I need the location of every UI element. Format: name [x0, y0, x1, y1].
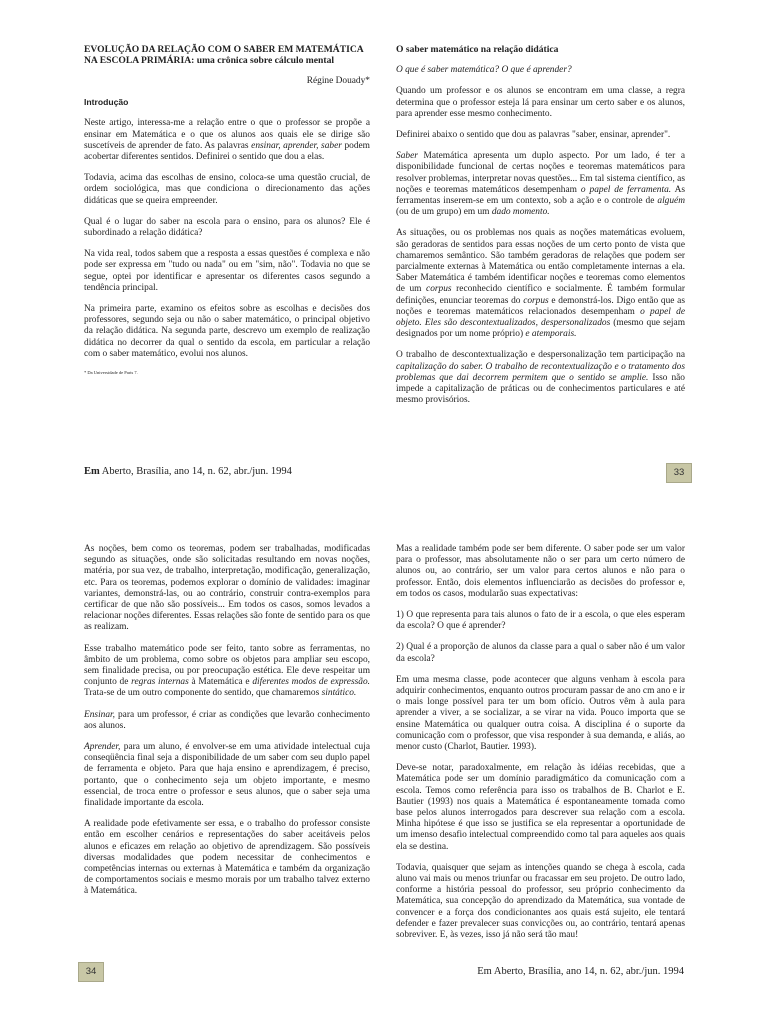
page1-left-column: [84, 44, 370, 386]
page-number-badge: 34: [78, 962, 104, 982]
paragraph: Mas a realidade também pode ser bem diferente. O saber pode ser um valor para o professor, mas absolutamente não o ser para um certo número de alunos ou, ao contrário, ser um valor para certos alunos e não para o professor. Então, dois elementos influenciarão as decisões do professor e, em todos os casos, modularão suas expectativas:: [396, 544, 685, 599]
footnote: * Da Universidade de Paris 7.: [84, 370, 138, 376]
paragraph: A realidade pode efetivamente ser essa, e o trabalho do professor consiste então em escolher cenários e representações do saber aceitáveis pelos alunos e eficazes em relação ao objetivo de aprendizagem. São possíveis diversas modalidades que podem necessitar de conhecimentos e competências internas ou externas à Matemática e também da organização de comportamentos sociais e mesmo morais por um trabalho talvez externo à Matemática.: [84, 819, 370, 897]
section-heading-introduction: Introdução: [84, 97, 129, 108]
page2-right-column: [396, 544, 685, 951]
paragraph: As situações, ou os problemas nos quais as noções matemáticas evoluem, são geradoras de sentidos para essas noções de um certo ponto de vista que chamaremos semântico. São também geradoras de relações que podem ser parcialmente externas à Matemática ou então completamente internas a ela. Saber Matemática é também identificar noções e teoremas como elementos de um corpus reconhecido científico e socialmente. É também formular definições, enunciar teoremas do corpus e demonstrá-los. Digo então que as noções e teoremas matemáticos relacionados desempenham o papel de objeto. Eles são descontextualizados, despersonalizados (mesmo que sejam designados por um nome próprio) e atemporais.: [396, 228, 685, 340]
paragraph: Ensinar, para um professor, é criar as condições que levarão conhecimento aos alunos.: [84, 709, 370, 731]
page-number-badge: 33: [666, 463, 692, 483]
article-author: Régine Douady*: [306, 76, 370, 86]
paragraph: O trabalho de descontextualização e despersonalização tem participação na capitalização do saber. O trabalho de recontextualização e o tratamento dos problemas que dai decorrem permitem que o sentido se amplie. Isso não impede a capitalização de práticas ou de conhecimentos particulares e até mesmo provisórios.: [396, 350, 685, 406]
paragraph: 1) O que representa para tais alunos o fato de ir a escola, o que eles esperam da escola? O que é aprender?: [396, 610, 685, 632]
paragraph: Qual é o lugar do saber na escola para o ensino, para os alunos? Ele é subordinado a relação didática?: [84, 216, 370, 239]
section-subheading: O que é saber matemática? O que é aprender?: [396, 65, 572, 76]
paragraph: Aprender, para um aluno, é envolver-se em uma atividade intelectual cuja conseqüência final seja a disponibilidade de um saber com seu duplo papel de ferramenta e objeto. Para que haja ensino e aprendizagem, é preciso, portanto, que o conhecimento seja um objeto importante, e mesmo essencial, de troca entre o professor e seus alunos, que o saber seja uma finalidade importante da escola.: [84, 742, 370, 809]
article-title: EVOLUÇÃO DA RELAÇÃO COM O SABER EM MATEMÁTICA NA ESCOLA PRIMÁRIA: uma crônica sobre cálculo mental: [84, 44, 364, 66]
paragraph: Na primeira parte, examino os efeitos sobre as escolhas e decisões dos professores, segundo seja ou não o saber matemático, o principal objetivo da relação didática. Na segunda parte, descrevo um exemplo de realização didática no decorrer da qual o sentido da escola, em particular a relação com o saber matemático, evolui nos alunos.: [84, 304, 370, 359]
paragraph: Deve-se notar, paradoxalmente, em relação às idéias recebidas, que a Matemática pode ser um domínio paradigmático da comunicação com a escola. Temos como referência para isso os trabalhos de B. Charlot e E. Bautier (1993) nos quais a Matemática é espontaneamente tomada como base pelos alunos interrogados para descrever sua relação com a escola. Minha hipótese é que isso se justifica se ela representar a oportunidade de um imenso desafio intelectual compreendido como tal para aqueles aos quais ela se destina.: [396, 763, 685, 852]
page-footer: Em Aberto, Brasília, ano 14, n. 62, abr./jun. 1994: [84, 466, 292, 477]
paragraph: Definirei abaixo o sentido que dou as palavras "saber, ensinar, aprender".: [396, 130, 671, 141]
paragraph: Em uma mesma classe, pode acontecer que alguns venham à escola para adquirir conhecimentos, enquanto outros procuram passar de ano cm ano e ir o mais longe possível para ter um bom ofício. Outros vêm à aula para aprender a viver, a se socializar, a se virar na vida. Pouco importa que se ensine Matemática ou qualquer outra coisa. A disciplina é o suporte da comunicação com o professor, que visa responder à sua demanda, e aliás, ao menor custo (Charlot, Bautier. 1993).: [396, 674, 685, 753]
page2-left-column: [84, 544, 370, 908]
paragraph: Quando um professor e os alunos se encontram em uma classe, a regra determina que o professor esteja lá para ensinar um certo saber e os alunos, para aprender esse mesmo conhecimento.: [396, 86, 685, 119]
page1-right-column: [396, 44, 685, 416]
page-footer: Em Aberto, Brasília, ano 14, n. 62, abr./jun. 1994: [477, 966, 684, 977]
paragraph: Todavia, quaisquer que sejam as intenções quando se chega à escola, cada aluno vai mais ou menos triunfar ou fracassar em seu projeto. De outro lado, conforme a história pessoal do professor, seu próprio conhecimento da Matemática, sua concepção do aprendizado da Matemática, sua vontade de convencer e a força dos condicionantes aos quais está sujeito, ele tentará defender e fazer prevalecer suas convicções ou, ao contrário, tentará apenas sobreviver. E, às vezes, isso já não será tão mau!: [396, 862, 685, 941]
paragraph: As noções, bem como os teoremas, podem ser trabalhadas, modificadas segundo as situações, onde são solicitadas resultando em novas noções, matéria, por sua vez, de trabalho, interpretação, modificação, generalização, etc. Para os teoremas, podemos explorar o domínio de validades: imaginar variantes, demonstrá-las, ou ao contrário, construir contra-exemplos para certificar de que não são possíveis... Em todos os casos, somos levados a relacionar noções diferentes. Essas relações são fonte de sentido para os que as realizam.: [84, 544, 370, 633]
paragraph: Neste artigo, interessa-me a relação entre o que o professor se propõe a ensinar em Matemática e o que os alunos aos quais ele se dirige são suscetíveis de aprender de fato. As palavras ensinar, aprender, saber podem acobertar diferentes sentidos. Definirei o sentido que dou a elas.: [84, 118, 370, 163]
paragraph: Todavia, acima das escolhas de ensino, coloca-se uma questão crucial, de ordem sociológica, mas que condiciona o direcionamento das ações didáticas que se queira empreender.: [84, 173, 370, 206]
paragraph: 2) Qual é a proporção de alunos da classe para a qual o saber não é um valor da escola?: [396, 642, 685, 664]
paragraph: Na vida real, todos sabem que a resposta a essas questões é complexa e não pode ser expressa em "tudo ou nada" ou em "sim, não". Todavia no que se segue, optei por identificar e apresentar os diferentes casos segundo a tendência principal.: [84, 249, 370, 293]
paragraph: Saber Matemática apresenta um duplo aspecto. Por um lado, é ter a disponibilidade funcional de certas noções e teoremas matemáticos para resolver problemas, interpretar novas questões... Em tal sistema científico, as noções e teoremas matemáticos desempenham o papel de ferramenta. As ferramentas inserem-se em um contexto, sob a ação e o controle de alguém (ou de um grupo) em um dado momento.: [396, 151, 685, 218]
paragraph: Esse trabalho matemático pode ser feito, tanto sobre as ferramentas, no âmbito de um problema, como sobre os objetos para ampliar seu escopo, sem finalidade precisa, ou por preocupação estética. Ele deve respeitar um conjunto de regras internas à Matemática e diferentes modos de expressão. Trata-se de um outro componente do sentido, que chamaremos sintático.: [84, 643, 370, 699]
section-heading: O saber matemático na relação didática: [396, 44, 559, 55]
